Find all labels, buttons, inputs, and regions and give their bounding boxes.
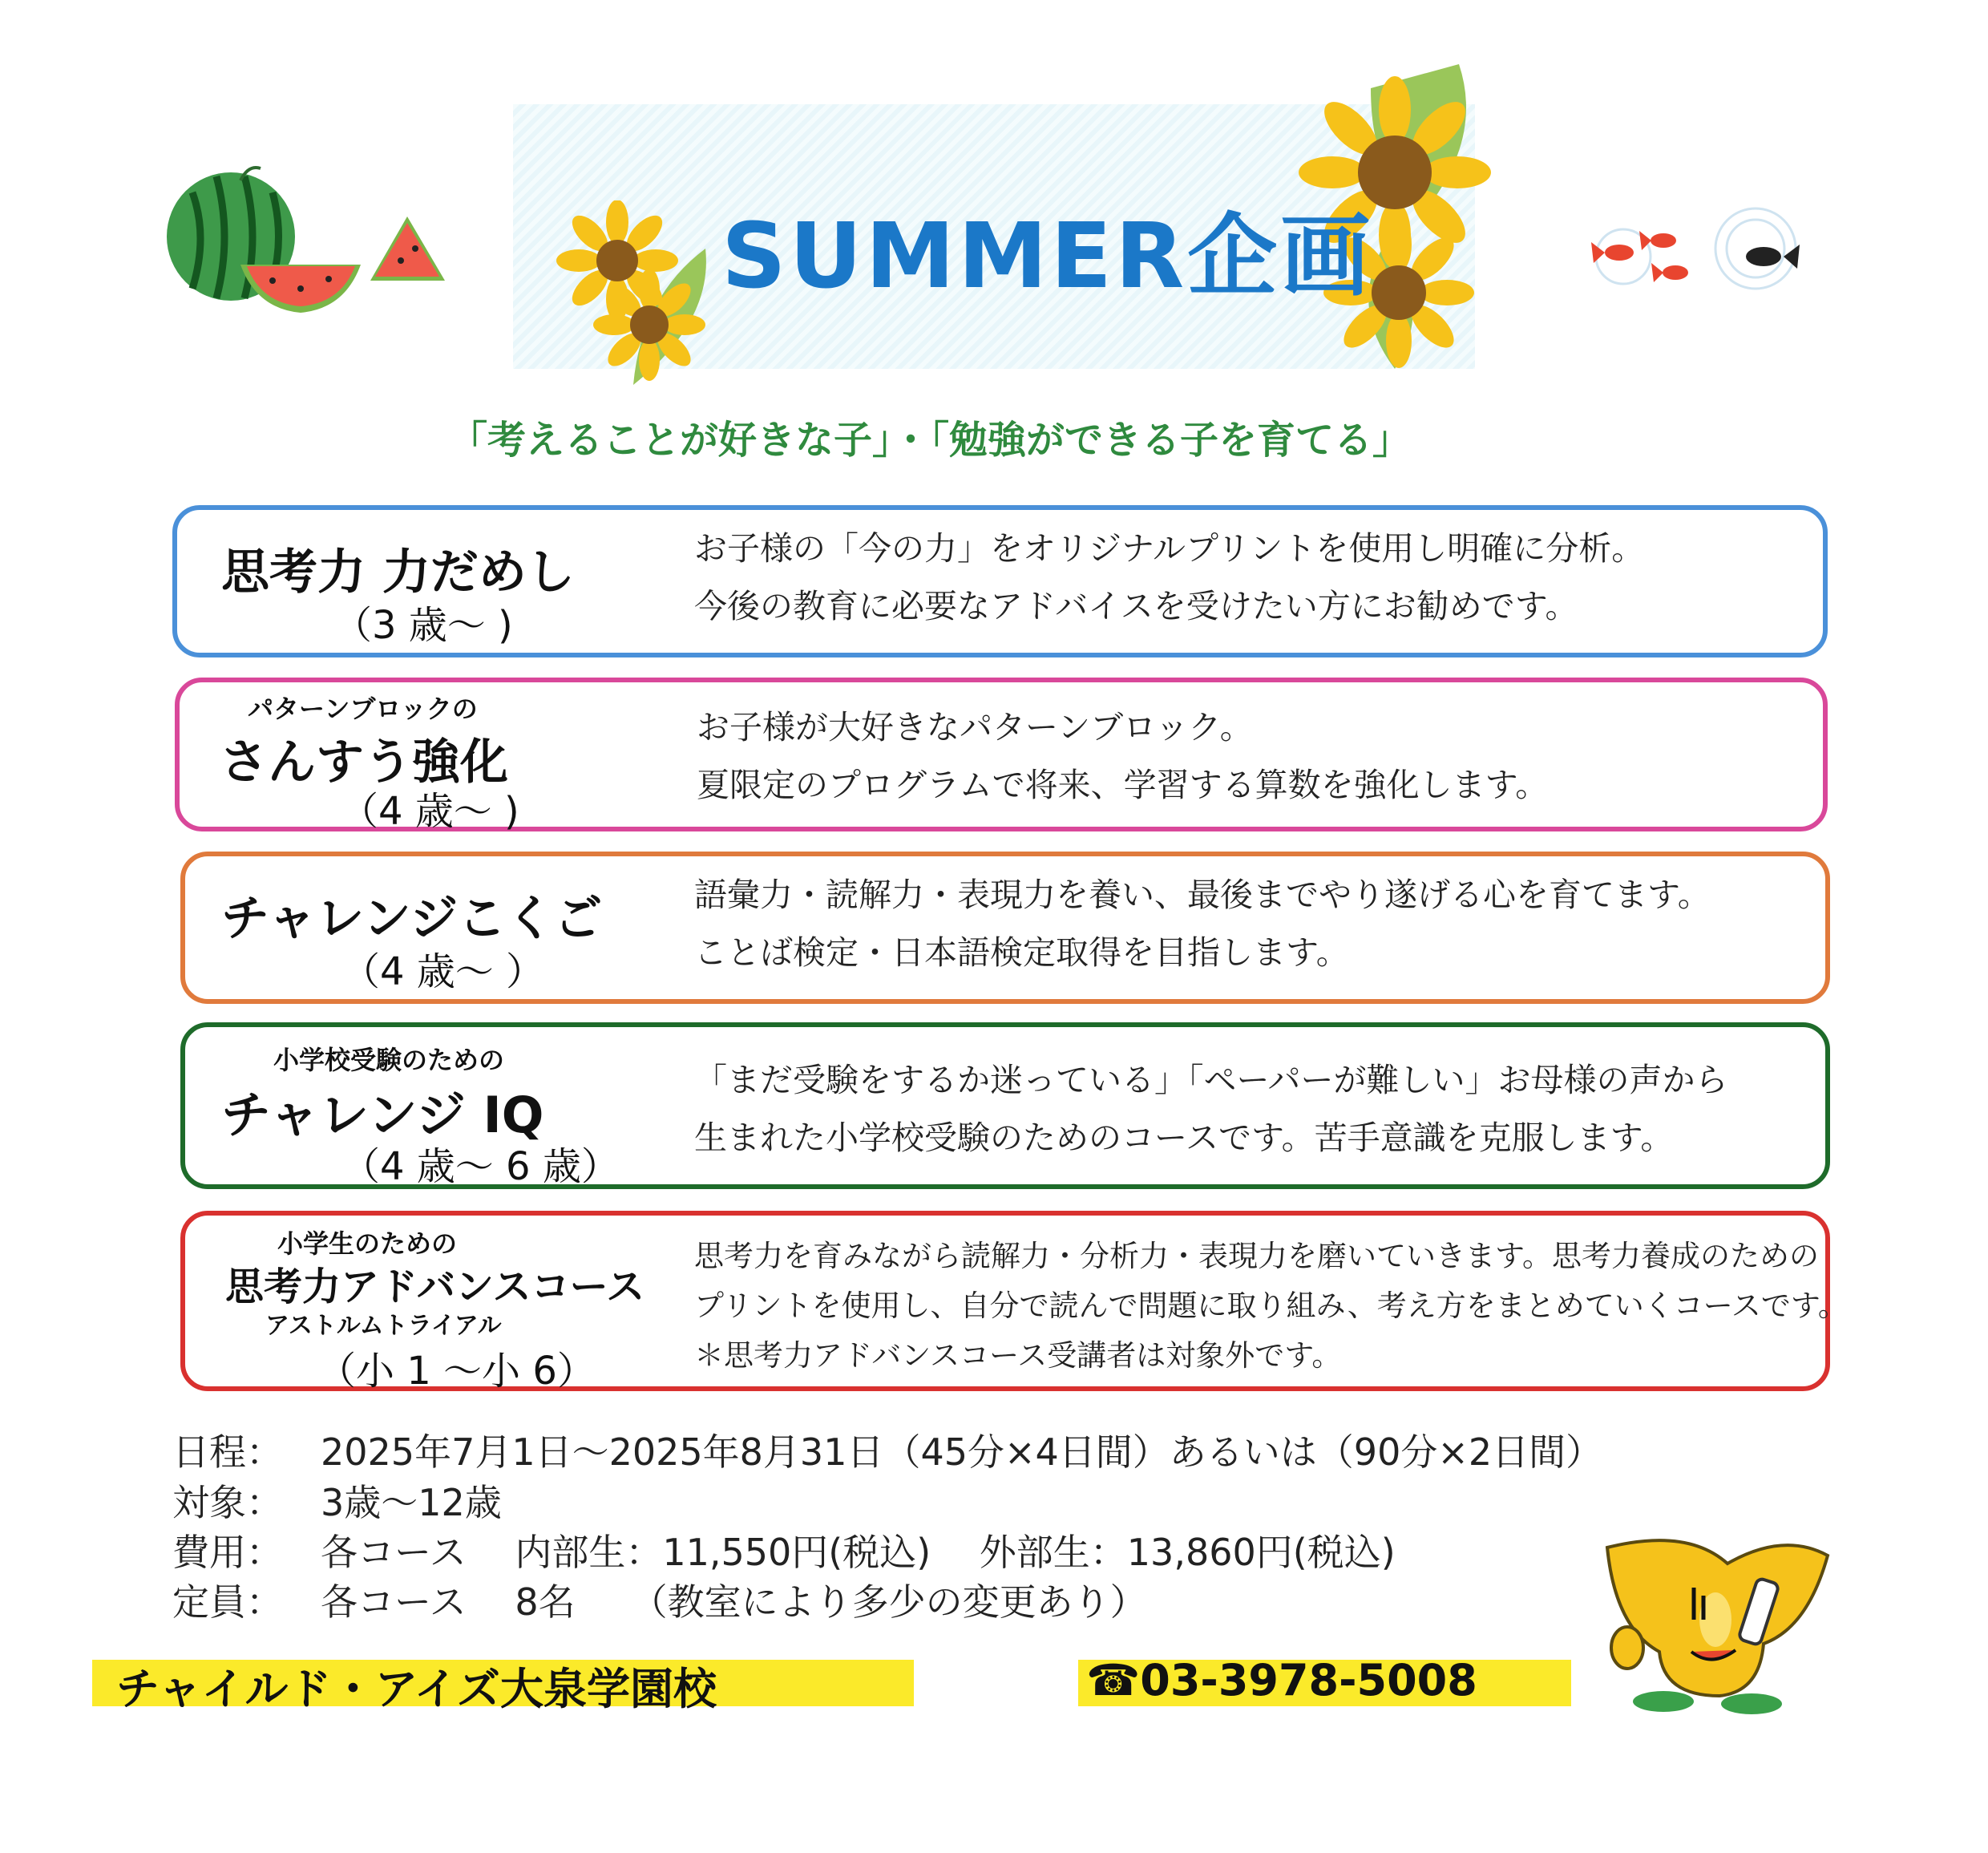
course-name: チャレンジ IQ <box>221 1086 544 1144</box>
goldfish-icon <box>1587 200 1804 305</box>
target-label: 対象： <box>172 1481 283 1524</box>
course-name: さんすう強化 <box>220 734 508 791</box>
course-description: 語彙力・読解力・表現力を養い、最後までやり遂げる心を育てます。 ことば検定・日本語検定取得を目指します。 <box>694 876 1711 972</box>
course-prefix: 小学校受験のための <box>273 1045 505 1075</box>
course-card-sansu <box>175 678 1828 834</box>
school-name: チャイルド・アイズ大泉学園校 <box>116 1664 717 1714</box>
course-card-iq <box>180 1022 1830 1189</box>
course-prefix: 小学生のための <box>277 1228 458 1259</box>
target-value: 3歳～12歳 <box>321 1481 502 1524</box>
course-age: （小 1 ～小 6） <box>317 1349 596 1394</box>
course-description: お子様が大好きなパターンブロック。 夏限定のプログラムで将来、学習する算数を強化します。 <box>697 708 1549 804</box>
capacity-label: 定員： <box>172 1580 283 1624</box>
watermelon-icon <box>160 160 465 321</box>
slogan: 「考えることが好きな子」・「勉強ができる子を育てる」 <box>449 418 1412 463</box>
course-name: 思考力アドバンスコース <box>225 1264 645 1309</box>
schedule-value: 2025年7月1日～2025年8月31日（45分×4日間）あるいは（90分×2日間） <box>321 1430 1603 1474</box>
phone-number: ☎03-3978-5008 <box>1086 1655 1477 1705</box>
capacity-value: 各コース 8名 （教室により多少の変更あり） <box>321 1580 1147 1624</box>
course-card-shikoryoku <box>172 505 1828 657</box>
course-prefix: パターンブロックの <box>248 694 478 724</box>
course-description: 思考力を育みながら読解力・分析力・表現力を磨いていきます。思考力養成のための プリントを使用し、自分で読んで問題に取り組み、考え方をまとめていくコースです。 ＊思考力アドバンスコース受講者は対象外です。 <box>694 1239 1848 1373</box>
course-subtitle: アストルムトライアル <box>265 1312 502 1340</box>
course-name: 思考力 力だめし <box>221 544 575 601</box>
course-age: （4 歳～ ) <box>340 789 519 834</box>
course-age: （3 歳～ ) <box>333 603 513 648</box>
fee-value: 各コース 内部生：11,550円(税込) 外部生：13,860円(税込) <box>321 1531 1396 1574</box>
course-name: チャレンジこくご <box>221 891 603 947</box>
course-age: （4 歳～ ） <box>341 949 545 994</box>
schedule-label: 日程： <box>172 1430 283 1474</box>
course-description: 「まだ受験をするか迷っている」「ペーパーが難しい」お母様の声から 生まれた小学校受験のためのコースです。苦手意識を克服します。 <box>694 1061 1728 1157</box>
course-card-advance <box>180 1211 1848 1394</box>
fee-label: 費用： <box>172 1531 283 1574</box>
mascot-icon <box>1591 1531 1840 1716</box>
course-age: （4 歳～ 6 歳） <box>341 1144 620 1189</box>
sunflower-icon <box>545 200 729 393</box>
course-card-kokugo <box>180 852 1830 1004</box>
page-title: SUMMER企画 <box>721 204 1374 309</box>
course-description: お子様の「今の力」をオリジナルプリントを使用し明確に分析。 今後の教育に必要なアドバイスを受けたい方にお勧めです。 <box>694 529 1645 625</box>
